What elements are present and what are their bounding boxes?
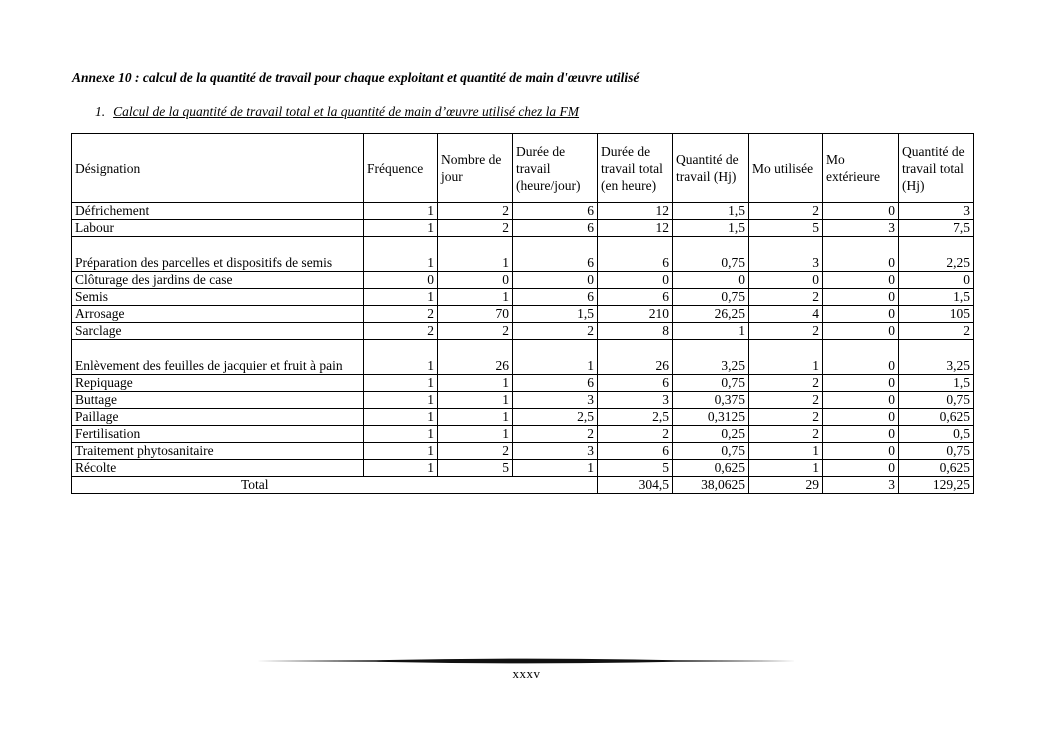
table-cell: 1 [364,426,438,443]
table-cell: 1,5 [513,306,598,323]
table-cell: 0 [899,272,974,289]
table-cell: 5 [749,220,823,237]
row-designation: Enlèvement des feuilles de jacquier et fruit à pain [72,340,364,375]
column-header: Fréquence [364,134,438,203]
table-cell: 0 [823,409,899,426]
work-quantity-table [71,133,974,494]
table-cell: 6 [513,375,598,392]
table-row [72,220,974,237]
table-row [72,426,974,443]
table-cell: 2 [438,220,513,237]
table-cell: 3 [598,392,673,409]
table-cell: 0,25 [673,426,749,443]
table-cell: 1,5 [673,220,749,237]
table-cell: 1 [749,443,823,460]
table-cell: 2 [749,203,823,220]
annex-title: Annexe 10 : calcul de la quantité de travail pour chaque exploitant et quantité de main d'œuvre utilisé [72,70,640,85]
table-cell: 1 [364,340,438,375]
page-number: xxxv [512,666,541,681]
table-cell: 6 [513,237,598,272]
table-cell: 3 [823,220,899,237]
total-quantite-total: 129,25 [899,477,974,494]
table-row [72,203,974,220]
table-cell: 6 [598,237,673,272]
table-cell: 0,75 [673,443,749,460]
table-cell: 1 [364,220,438,237]
table-cell: 1 [749,340,823,375]
table-cell: 105 [899,306,974,323]
table-cell: 0 [823,306,899,323]
total-row [72,477,974,494]
table-cell: 2,5 [513,409,598,426]
table-cell: 1 [364,409,438,426]
table-cell: 1 [364,237,438,272]
table-cell: 1 [438,409,513,426]
row-designation: Fertilisation [72,426,364,443]
table-row [72,323,974,340]
table-cell: 1 [438,375,513,392]
table-cell: 1,5 [673,203,749,220]
table-cell: 0,75 [673,375,749,392]
table-cell: 2 [598,426,673,443]
table-cell: 1 [364,289,438,306]
column-header: Mo extérieure [823,134,899,203]
table-cell: 8 [598,323,673,340]
table-cell: 1,5 [899,375,974,392]
table-row [72,272,974,289]
table-cell: 2 [899,323,974,340]
table-header-row [72,134,974,203]
total-mo-exterieure: 3 [823,477,899,494]
row-designation: Semis [72,289,364,306]
row-designation: Préparation des parcelles et dispositifs de semis [72,237,364,272]
table-row [72,409,974,426]
table-cell: 0 [823,460,899,477]
table-cell: 1 [364,392,438,409]
table-cell: 2 [749,426,823,443]
table-cell: 1 [673,323,749,340]
column-header: Quantité de travail (Hj) [673,134,749,203]
table-cell: 0 [823,272,899,289]
table-cell: 0 [823,443,899,460]
table-cell: 0,625 [899,460,974,477]
table-cell: 0,75 [899,443,974,460]
table-cell: 2 [749,392,823,409]
table-cell: 2 [749,409,823,426]
table-row [72,289,974,306]
table-cell: 0,75 [673,289,749,306]
table-cell: 0 [823,203,899,220]
table-cell: 26 [438,340,513,375]
column-header: Quantité de travail total (Hj) [899,134,974,203]
table-row [72,443,974,460]
table-cell: 1 [513,340,598,375]
table-cell: 3 [513,443,598,460]
row-designation: Repiquage [72,375,364,392]
row-designation: Traitement phytosanitaire [72,443,364,460]
row-designation: Défrichement [72,203,364,220]
total-label: Total [72,477,438,494]
table-cell: 2 [438,203,513,220]
section-title: Calcul de la quantité de travail total et la quantité de main d’œuvre utilisé chez la FM [113,104,580,119]
table-cell: 1,5 [899,289,974,306]
table-cell: 1 [438,426,513,443]
table-cell: 2 [438,323,513,340]
row-designation: Arrosage [72,306,364,323]
table-cell: 0 [823,340,899,375]
table-cell: 6 [598,443,673,460]
table-row [72,306,974,323]
table-cell: 2,25 [899,237,974,272]
table-cell: 1 [364,443,438,460]
column-header: Désignation [72,134,364,203]
table-cell: 7,5 [899,220,974,237]
table-cell: 0 [673,272,749,289]
table-cell: 0 [823,375,899,392]
table-cell: 12 [598,203,673,220]
table-row [72,392,974,409]
table-cell: 0,75 [899,392,974,409]
table-cell: 3,25 [899,340,974,375]
row-designation: Clôturage des jardins de case [72,272,364,289]
table-cell: 6 [598,375,673,392]
table-cell: 3 [899,203,974,220]
table-cell: 2 [749,323,823,340]
row-designation: Sarclage [72,323,364,340]
table-cell: 1 [438,289,513,306]
total-quantite-travail: 38,0625 [673,477,749,494]
table-row [72,460,974,477]
table-cell: 0 [598,272,673,289]
table-cell: 2,5 [598,409,673,426]
table-cell: 0 [438,272,513,289]
table-cell: 0,625 [899,409,974,426]
table-row [72,237,974,272]
table-cell: 0 [823,426,899,443]
table-cell: 3,25 [673,340,749,375]
total-empty-cell [513,477,598,494]
table-cell: 2 [513,426,598,443]
table-cell: 26 [598,340,673,375]
table-cell: 2 [749,289,823,306]
total-empty-cell [438,477,513,494]
table-cell: 0,625 [673,460,749,477]
table-cell: 6 [513,289,598,306]
table-cell: 1 [364,203,438,220]
table-cell: 0,75 [673,237,749,272]
table-cell: 26,25 [673,306,749,323]
total-duree: 304,5 [598,477,673,494]
table-cell: 0 [513,272,598,289]
table-cell: 5 [598,460,673,477]
table-cell: 1 [513,460,598,477]
table-cell: 5 [438,460,513,477]
table-cell: 0 [364,272,438,289]
table-cell: 3 [513,392,598,409]
table-cell: 3 [749,237,823,272]
table-cell: 1 [438,392,513,409]
table-cell: 6 [598,289,673,306]
table-cell: 0,375 [673,392,749,409]
table-cell: 12 [598,220,673,237]
section-number: 1. [95,104,106,119]
table-cell: 1 [364,460,438,477]
table-cell: 2 [749,375,823,392]
table-cell: 0 [823,392,899,409]
row-designation: Buttage [72,392,364,409]
table-cell: 0 [823,289,899,306]
table-cell: 1 [364,375,438,392]
column-header: Durée de travail total (en heure) [598,134,673,203]
row-designation: Labour [72,220,364,237]
row-designation: Récolte [72,460,364,477]
column-header: Nombre de jour [438,134,513,203]
table-cell: 6 [513,203,598,220]
section-heading [95,104,579,120]
table-cell: 210 [598,306,673,323]
table-row [72,375,974,392]
table-cell: 6 [513,220,598,237]
table-cell: 0,5 [899,426,974,443]
table-cell: 2 [438,443,513,460]
table-cell: 2 [513,323,598,340]
table-cell: 2 [364,306,438,323]
table-row [72,340,974,375]
table-cell: 0 [749,272,823,289]
table-cell: 4 [749,306,823,323]
table-cell: 0,3125 [673,409,749,426]
table-cell: 70 [438,306,513,323]
table-cell: 0 [823,237,899,272]
column-header: Mo utilisée [749,134,823,203]
row-designation: Paillage [72,409,364,426]
table-cell: 2 [364,323,438,340]
table-cell: 1 [438,237,513,272]
table-cell: 0 [823,323,899,340]
column-header: Durée de travail (heure/jour) [513,134,598,203]
footer-separator [256,657,796,665]
total-mo-utilisee: 29 [749,477,823,494]
table-cell: 1 [749,460,823,477]
table-body [72,203,974,477]
